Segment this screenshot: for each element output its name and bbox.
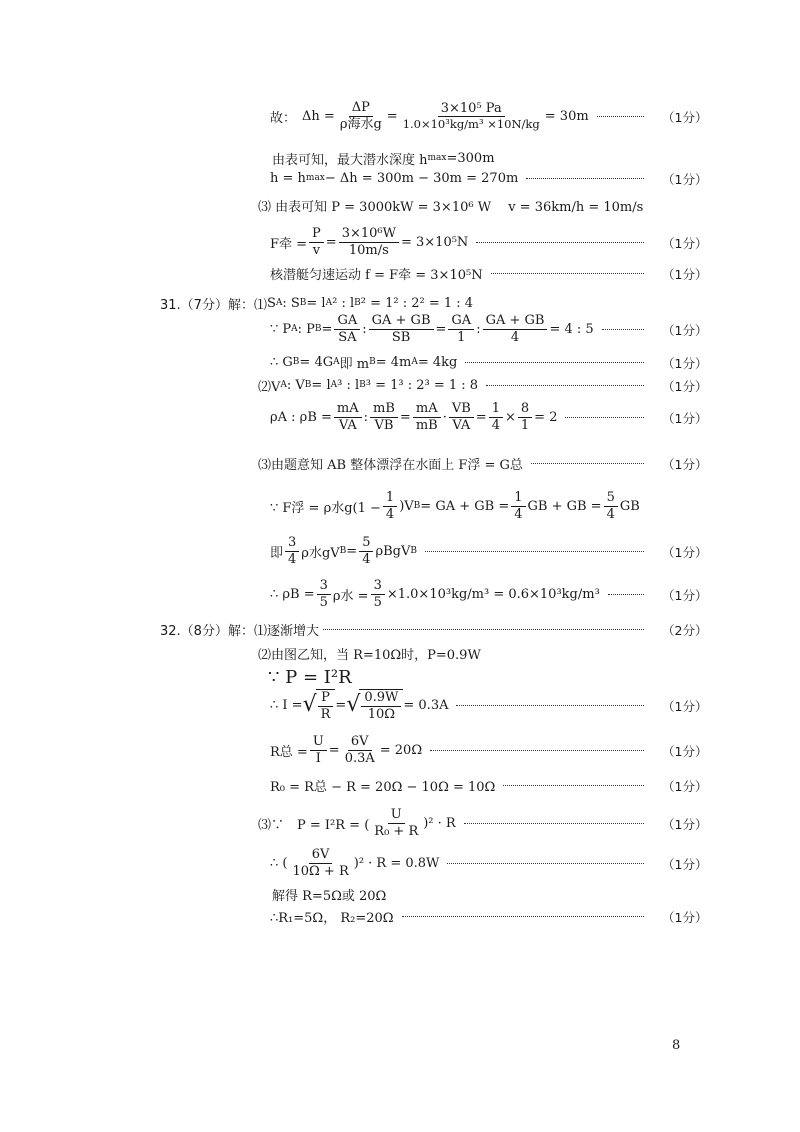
solution-line: 即 $\frac{3}{4}$ ρ水gV B = $\frac{5}{4}$ ρBgV B <box>270 536 650 566</box>
solution-line: ∵ F浮 = ρ水g(1 − $\frac{1}{4}$ )V B = GA + GB = $\frac{1}{4}$ GB + GB = $\frac{5}{4}$ GB <box>270 489 640 522</box>
dot-leader <box>464 823 644 824</box>
solution-line <box>270 101 650 131</box>
solution-line: ρA : ρB = $\frac{mA}{VA}$ : $\frac{mB}{VB}$ = $\frac{mA}{mB}$ · $\frac{VB}{VA}$ = $\frac{1}{4}$ × $\frac{8}{1}$ = 2 <box>270 402 650 432</box>
score-label: （1分） <box>662 356 708 371</box>
dot-leader <box>608 594 644 595</box>
question-32-header: 32.（8分）解：⑴逐渐增大 <box>160 614 650 644</box>
line-text: = 30m <box>544 108 589 124</box>
solution-line: ∵ P A : P B = $\frac{GA}{SA}$ : $\frac{GA + GB}{SB}$ = $\frac{GA}{1}$ : $\frac{GA + GB}{4}$ = 4 : 5 <box>270 314 650 344</box>
score-label: （1分） <box>662 323 708 338</box>
line-text: = <box>386 108 398 124</box>
dot-leader <box>456 705 644 706</box>
dot-leader <box>503 785 644 786</box>
dot-leader <box>476 242 644 243</box>
solution-line: ∴ I = √ $\frac{P}{R}$ = √ $\frac{0.9W}{10\Omega}$ = 0.3A <box>270 690 650 720</box>
fraction: $\frac{\text{3×10⁵ Pa}}{\text{1.0×10³kg/m³ ×10N/kg}}$ <box>402 100 540 132</box>
page-number: 8 <box>672 1038 681 1053</box>
solution-line: ⑶ 由表可知 P = 3000kW = 3×10⁶ W v = 36km/h = 10m/s <box>258 199 644 215</box>
solution-line: R₀ = R总 − R = 20Ω − 10Ω = 10Ω <box>270 770 650 800</box>
solution-line: ∴ ( $\frac{6V}{10\Omega + R}$ )² · R = 0.8W <box>270 848 650 878</box>
fraction: $\frac{\Delta P}{\text{ρ海水g}}$ <box>339 99 382 132</box>
score-label: （2分） <box>662 623 708 638</box>
solution-line: ∴ G B = 4G A 即 m B = 4m A = 4kg <box>270 347 650 377</box>
solution-line: ⑵V A : V B = l A ³ : l B ³ = 1³ : 2³ = 1 : 8 <box>258 370 650 400</box>
score-label: （1分） <box>662 744 708 759</box>
dot-leader <box>526 178 644 179</box>
dot-leader <box>425 551 644 552</box>
line-text: Δh = <box>302 108 335 124</box>
score-label: （1分） <box>662 817 708 832</box>
square-root: √ $\frac{P}{R}$ <box>303 689 336 721</box>
solution-line: 核潜艇匀速运动 f = F牵 = 3×10⁵N <box>270 258 650 288</box>
solution-line: R总 = $\frac{U}{I}$ = $\frac{6V}{0.3A}$ = 20Ω <box>270 735 650 765</box>
square-root: √ $\frac{0.9W}{10\Omega}$ <box>346 689 403 721</box>
dot-leader <box>597 116 644 117</box>
dot-leader <box>531 463 644 464</box>
solution-line: h = h max − Δh = 300m − 30m = 270m <box>270 163 650 193</box>
fraction: $\frac{P}{v}$ <box>309 227 324 257</box>
question-31-header: 31.（7分）解：⑴ S A : S B = l A ² : l B ² = 1² : 2² = 1 : 4 <box>160 295 474 313</box>
score-label: （1分） <box>662 267 708 282</box>
dot-leader <box>323 629 644 630</box>
solution-line: 由表可知，最大潜水深度 h max =300m <box>272 150 495 168</box>
solution-line: ∴R₁=5Ω， R₂=20Ω <box>270 901 650 931</box>
score-label: （1分） <box>662 857 708 872</box>
score-label: （1分） <box>662 910 708 925</box>
dot-leader <box>602 329 644 330</box>
score-label: （1分） <box>662 588 708 603</box>
solution-line: ⑵由图乙知，当 R=10Ω时，P=0.9W <box>258 647 481 663</box>
score-label: （1分） <box>662 545 708 560</box>
dot-leader <box>447 863 644 864</box>
line-text: 故： <box>270 110 297 126</box>
dot-leader <box>430 750 644 751</box>
solution-line: ∴ ρB = $\frac{3}{5}$ ρ水 = $\frac{3}{5}$ ×1.0×10³kg/m³ = 0.6×10³kg/m³ <box>270 579 650 609</box>
dot-leader <box>565 417 644 418</box>
dot-leader <box>402 916 644 917</box>
solution-line: F牵 = $\frac{P}{v}$ = $\frac{\text{3×10⁶W}}{10m/s}$ = 3×10⁵N <box>270 227 650 257</box>
solution-line: ⑶由题意知 AB 整体漂浮在水面上 F浮 = G总 <box>258 448 650 478</box>
score-label: （1分） <box>662 457 708 472</box>
score-label: （1分） <box>662 172 708 187</box>
score-label: （1分） <box>662 110 708 125</box>
dot-leader <box>486 385 644 386</box>
dot-leader <box>465 362 644 363</box>
fraction: $\frac{\text{3×10⁶W}}{10m/s}$ <box>339 227 399 257</box>
score-label: （1分） <box>662 236 708 251</box>
score-label: （1分） <box>662 411 708 426</box>
score-label: （1分） <box>662 379 708 394</box>
dot-leader <box>491 273 644 274</box>
score-label: （1分） <box>662 779 708 794</box>
score-label: （1分） <box>662 699 708 714</box>
solution-line: ∵ P = I²R <box>268 666 352 688</box>
solution-line: 解得 R=5Ω或 20Ω <box>272 888 387 904</box>
solution-line: ⑶∵ P = I²R = ( $\frac{U}{\text{R₀ + R}}$ )² · R <box>258 808 650 838</box>
